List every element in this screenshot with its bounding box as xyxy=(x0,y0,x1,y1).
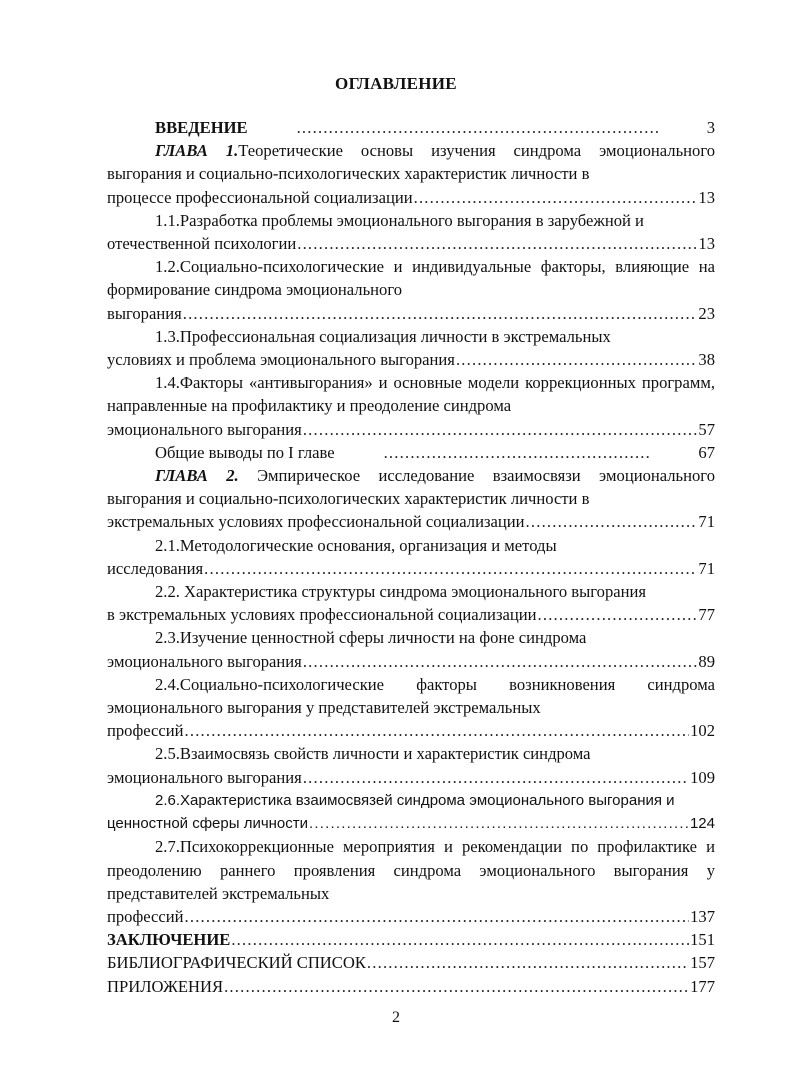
dot-leader xyxy=(526,510,698,533)
toc-entry-title: 2.2. Характеристика структуры синдрома эмоционального выгорания xyxy=(155,582,647,602)
dot-leader xyxy=(185,719,690,742)
dot-leader xyxy=(414,186,698,209)
toc-entry-2-6[interactable] xyxy=(107,789,715,835)
toc-entry-title: 1.4.Факторы «антивыгорания» и основные модели коррекционных программ, направленные на профилактику и преодоление синдрома xyxy=(107,373,715,416)
toc-entry-title: 2.6.Характеристика взаимосвязей синдрома эмоционального выгорания и xyxy=(155,791,675,809)
toc-entry-introduction[interactable] xyxy=(107,116,715,139)
dot-leader xyxy=(204,557,697,580)
toc-entry-title: 2.7.Психокоррекционные мероприятия и рекомендации по профилактике и преодолению раннего проявления синдрома эмоционального выгорания у представителей экстремальных xyxy=(107,837,715,903)
toc-entry-last-line xyxy=(107,510,715,533)
toc-entry-text xyxy=(107,464,715,510)
toc-page-number: 109 xyxy=(690,767,715,787)
dot-leader xyxy=(297,232,697,255)
dot-leader xyxy=(456,348,697,371)
dot-leader xyxy=(336,441,650,464)
toc-page-number: 89 xyxy=(698,651,715,671)
toc-entry-title-end: условиях и проблема эмоционального выгорания xyxy=(107,350,455,370)
toc-page-number: 137 xyxy=(690,906,715,926)
toc-entry-title: 1.1.Разработка проблемы эмоционального выгорания в зарубежной и xyxy=(155,210,644,230)
toc-entry-1-1[interactable] xyxy=(107,209,715,255)
toc-page-number: 177 xyxy=(690,976,715,996)
toc-entry-title-end: эмоционального выгорания xyxy=(107,419,302,439)
toc-page-number: 71 xyxy=(698,558,715,578)
toc-entry-title-end: экстремальных условиях профессиональной социализации xyxy=(107,512,525,532)
toc-chapter-label: ГЛАВА 2. xyxy=(155,466,239,486)
toc-page-number: 102 xyxy=(690,721,715,741)
toc-entry-title: Теоретические основы изучения синдрома эмоционального выгорания и социально-психологических характеристик личности в xyxy=(107,141,716,184)
toc-entry-chapter-1-conclusions[interactable] xyxy=(107,441,715,464)
toc-heading: БИБЛИОГРАФИЧЕСКИЙ СПИСОК xyxy=(107,953,366,973)
toc-entry-title-end: отечественной психологии xyxy=(107,234,297,254)
toc-entry-title: Эмпирическое исследование взаимосвязи эмоционального выгорания и социально-психологических характеристик личности в xyxy=(107,466,715,509)
toc-entry-last-line xyxy=(107,418,715,441)
dot-leader xyxy=(303,418,698,441)
toc-heading: ПРИЛОЖЕНИЯ xyxy=(107,976,224,996)
toc-entry-text xyxy=(107,139,715,185)
toc-entry-appendices[interactable] xyxy=(107,975,715,998)
toc-entry-last-line xyxy=(107,905,715,928)
toc-entry-title-end: профессий xyxy=(107,721,184,741)
toc-entry-2-5[interactable] xyxy=(107,742,715,788)
dot-leader xyxy=(185,905,690,928)
toc-page-number: 23 xyxy=(698,303,715,323)
toc-entry-title: 2.5.Взаимосвязь свойств личности и характеристик синдрома xyxy=(155,744,591,764)
toc-page-number: 67 xyxy=(698,442,715,462)
toc-chapter-label: ГЛАВА 1. xyxy=(155,141,239,161)
toc-page-number: 57 xyxy=(698,419,715,439)
toc-entry-title: 2.3.Изучение ценностной сферы личности на фоне синдрома xyxy=(155,628,587,648)
toc-entry-title: Общие выводы по I главе xyxy=(155,442,335,462)
toc-entry-title: 1.3.Профессиональная социализация личности в экстремальных xyxy=(155,326,611,346)
toc-page-number: 77 xyxy=(698,605,715,625)
toc-page-number: 38 xyxy=(698,350,715,370)
toc-page-number: 13 xyxy=(698,187,715,207)
toc-entry-title: 2.1.Методологические основания, организация и методы xyxy=(155,535,557,555)
toc-page-number: 13 xyxy=(698,234,715,254)
toc-entry-2-4[interactable] xyxy=(107,673,715,743)
toc-entry-title-end: исследования xyxy=(107,558,204,578)
page-number: 2 xyxy=(392,1009,400,1026)
dot-leader xyxy=(303,766,689,789)
toc-entry-chapter-2[interactable] xyxy=(107,464,715,534)
toc-entry-1-4[interactable] xyxy=(107,371,715,441)
toc-entry-2-2[interactable] xyxy=(107,580,715,626)
toc-entry-chapter-1[interactable] xyxy=(107,139,715,209)
toc-entry-title: 2.4.Социально-психологические факторы возникновения синдрома эмоционального выгорания у представителей экстремальных xyxy=(107,674,715,718)
dot-leader xyxy=(183,302,698,325)
toc-entry-last-line xyxy=(107,348,715,371)
toc-entry-title-end: выгорания xyxy=(107,303,182,323)
toc-page-number: 3 xyxy=(706,118,715,137)
toc-entry-last-line xyxy=(107,812,715,835)
page-title: ОГЛАВЛЕНИЕ xyxy=(335,74,457,93)
toc-entry-last-line xyxy=(107,302,715,325)
table-of-contents xyxy=(107,116,715,998)
toc-entry-last-line xyxy=(107,186,715,209)
toc-entry-last-line xyxy=(107,603,715,626)
dot-leader xyxy=(303,650,698,673)
toc-entry-2-3[interactable] xyxy=(107,626,715,672)
toc-entry-1-2[interactable] xyxy=(107,255,715,325)
dot-leader xyxy=(367,951,689,974)
toc-page-number: 157 xyxy=(690,953,715,973)
toc-entry-2-1[interactable] xyxy=(107,534,715,580)
toc-entry-bibliography[interactable] xyxy=(107,951,715,974)
toc-entry-last-line xyxy=(107,766,715,789)
toc-entry-title-end: профессий xyxy=(107,906,184,926)
dot-leader xyxy=(224,975,689,998)
toc-entry-last-line xyxy=(107,650,715,673)
toc-page-number: 71 xyxy=(698,512,715,532)
toc-entry-last-line xyxy=(107,557,715,580)
toc-page-number: 124 xyxy=(689,815,715,833)
dot-leader xyxy=(249,116,658,139)
toc-entry-title-end: в экстремальных условиях профессиональной социализации xyxy=(107,605,537,625)
toc-heading: ЗАКЛЮЧЕНИЕ xyxy=(107,930,231,950)
toc-entry-title-end: ценностной сферы личности xyxy=(107,815,309,833)
toc-entry-2-7[interactable] xyxy=(107,835,715,928)
toc-entry-conclusion[interactable] xyxy=(107,928,715,951)
toc-entry-title: 1.2.Социально-психологические и индивидуальные факторы, влияющие на формирование синдрома эмоционального xyxy=(107,257,715,300)
dot-leader xyxy=(231,928,689,951)
toc-entry-title-end: эмоционального выгорания xyxy=(107,767,302,787)
toc-heading: ВВЕДЕНИЕ xyxy=(155,118,248,137)
toc-entry-title-end: эмоционального выгорания xyxy=(107,651,302,671)
toc-entry-last-line xyxy=(107,232,715,255)
toc-entry-title-end: процессе профессиональной социализации xyxy=(107,187,413,207)
dot-leader xyxy=(309,812,689,835)
toc-entry-last-line xyxy=(107,719,715,742)
toc-page-number: 151 xyxy=(690,930,715,950)
dot-leader xyxy=(538,603,698,626)
toc-entry-1-3[interactable] xyxy=(107,325,715,371)
